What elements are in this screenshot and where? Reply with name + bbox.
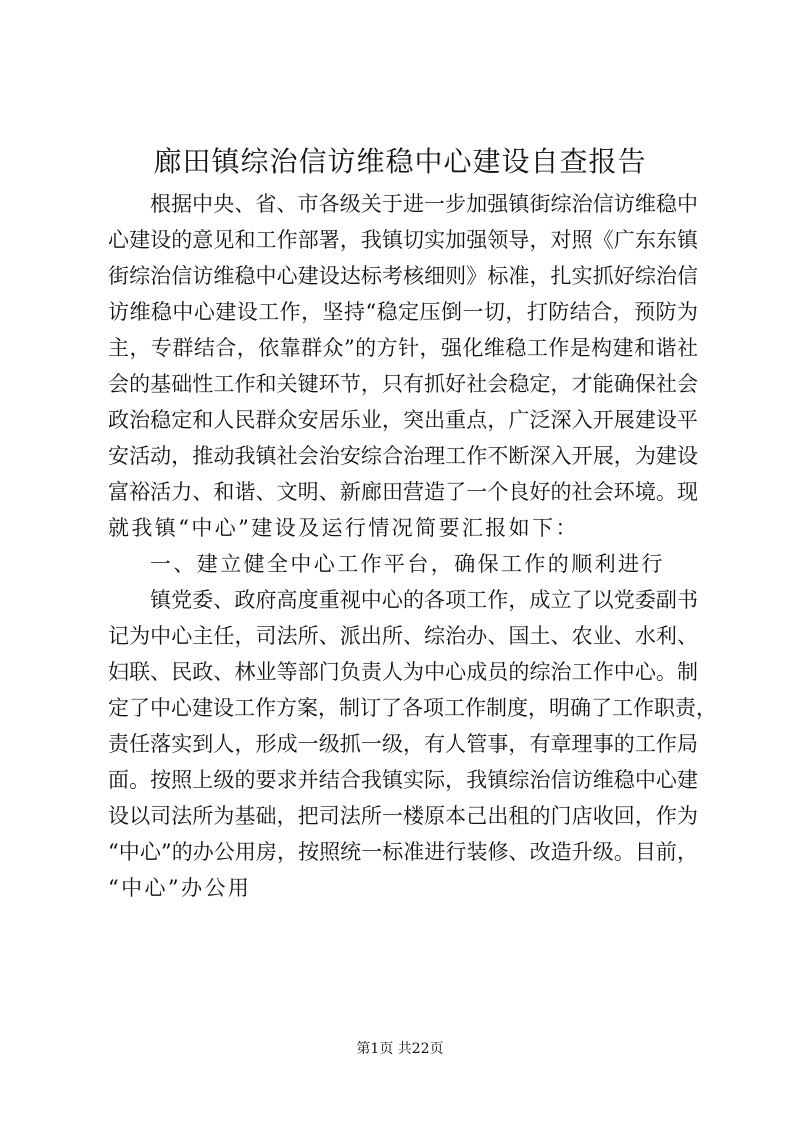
text-line: “中心”的办公用房，按照统一标准进行装修、改造升级。目前， [108, 840, 698, 864]
document-body [108, 186, 717, 906]
document-title: 廊田镇综治信访维稳中心建设自查报告 [153, 145, 647, 178]
text-line: 会的基础性工作和关键环节，只有抓好社会稳定，才能确保社会 [108, 372, 698, 396]
section-heading: 一、建立健全中心工作平台，确保工作的顺利进行 [150, 552, 665, 576]
text-line: 责任落实到人，形成一级抓一级，有人管事，有章理事的工作局 [108, 732, 698, 756]
text-line: 富裕活力、和谐、文明、新廊田营造了一个良好的社会环境。现 [108, 480, 698, 504]
text-line: 设以司法所为基础，把司法所一楼原本己出租的门店收回，作为 [108, 804, 698, 828]
page-number-footer: 第1页 共22页 [356, 1041, 444, 1057]
text-line: 就我镇“中心”建设及运行情况简要汇报如下： [108, 516, 579, 540]
text-line: 政治稳定和人民群众安居乐业，突出重点，广泛深入开展建设平 [108, 408, 698, 432]
text-line: 安活动，推动我镇社会治安综合治理工作不断深入开展，为建设 [108, 444, 698, 468]
text-line: 心建设的意见和工作部署，我镇切实加强领导，对照《广东东镇 [108, 228, 698, 252]
text-line: 妇联、民政、林业等部门负责人为中心成员的综治工作中心。制 [108, 660, 698, 684]
text-line: 定了中心建设工作方案，制订了各项工作制度，明确了工作职责， [108, 696, 717, 720]
text-line: 根据中央、省、市各级关于进一步加强镇街综治信访维稳中 [150, 192, 698, 216]
text-line: 主，专群结合，依靠群众”的方针，强化维稳工作是构建和谐社 [108, 336, 698, 360]
text-line: “中心”办公用 [108, 876, 252, 900]
text-line: 访维稳中心建设工作，坚持“稳定压倒一切，打防结合，预防为 [108, 300, 698, 324]
text-line: 记为中心主任，司法所、派出所、综治办、国土、农业、水利、 [108, 624, 698, 648]
text-line: 镇党委、政府高度重视中心的各项工作，成立了以党委副书 [150, 588, 698, 612]
text-line: 面。按照上级的要求并结合我镇实际，我镇综治信访维稳中心建 [108, 768, 698, 792]
text-line: 街综治信访维稳中心建设达标考核细则》标准，扎实抓好综治信 [108, 264, 698, 288]
